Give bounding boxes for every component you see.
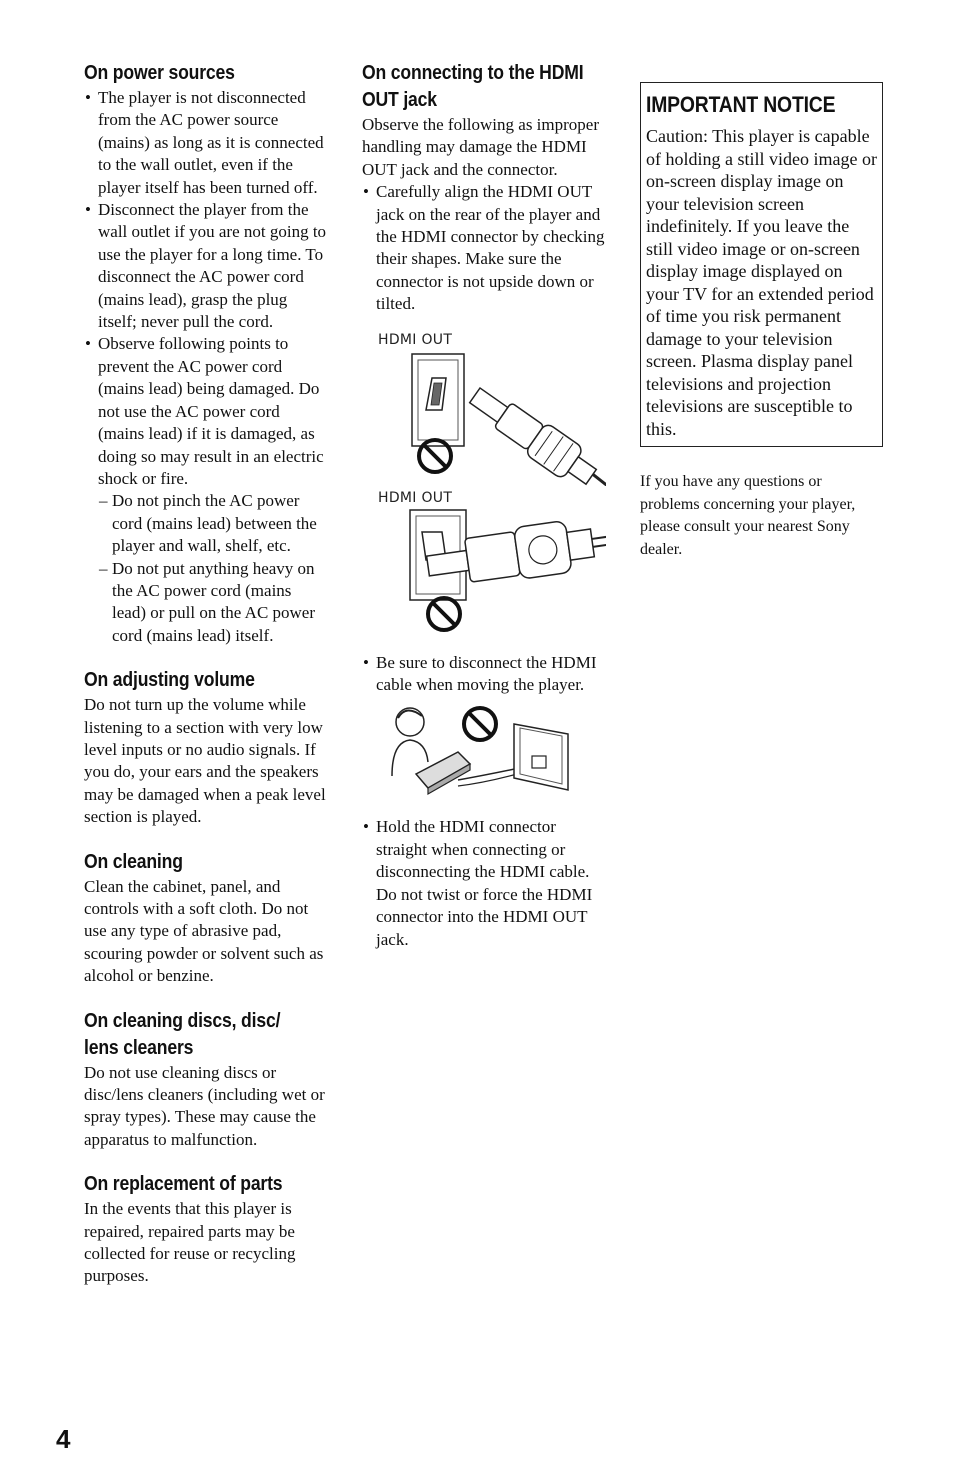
- hdmi-list-2: [362, 652, 606, 697]
- hdmi-heading-line1: On connecting to the HDMI: [362, 62, 584, 84]
- hdmi-list-1: [362, 181, 606, 315]
- hdmi-illustration-1: [362, 328, 606, 486]
- discs-text: Do not use cleaning discs or disc/lens cleaners (including wet or spray types). These may cause the apparatus to malfunction.: [84, 1062, 325, 1149]
- notice-text: Caution: This player is capable of holding a still video image or on-screen display image on your television screen indefinitely. If you leave the still video image or on-screen display image displayed on your TV for an extended period of time you risk permanent damage to your television screen. Plasma display panel televisions and projection televisions are susceptible to this.: [646, 126, 877, 439]
- middle-column: [362, 60, 606, 951]
- power-sources-list: [84, 87, 328, 647]
- volume-section: [84, 667, 328, 828]
- hdmi-bullet-straight: • Hold the HDMI connector straight when connecting or disconnecting the HDMI cable. Do not twist or force the HDMI connector into the HDMI OUT jack.: [362, 816, 606, 950]
- volume-heading: On adjusting volume: [84, 669, 255, 692]
- notice-title: IMPORTANT NOTICE: [646, 92, 836, 117]
- discs-heading-line2: lens cleaners: [84, 1036, 194, 1059]
- moving-player-figure: [362, 704, 606, 812]
- contact-dealer-text: If you have any questions or problems concerning your player, please consult your nearest Sony dealer.: [640, 473, 856, 558]
- hdmi-heading-line2: OUT jack: [362, 89, 437, 111]
- cleaning-text: Clean the cabinet, panel, and controls with a soft cloth. Do not use any type of abrasive pad, scouring powder or solvent such as alcohol or benzine.: [84, 876, 324, 986]
- cleaning-section: [84, 849, 328, 988]
- hdmi-intro: Observe the following as improper handling may damage the HDMI OUT jack and the connector.: [362, 115, 599, 179]
- power-bullet-1: • The player is not disconnected from the AC power source (mains) as long as it is connected to the wall outlet, even if the player itself has been turned off.: [84, 87, 328, 199]
- hdmi-figure-upside-down: [362, 328, 606, 486]
- fig2-label: HDMI OUT: [378, 489, 453, 506]
- hdmi-bullet-disconnect: • Be sure to disconnect the HDMI cable when moving the player.: [362, 652, 606, 697]
- volume-text: Do not turn up the volume while listening to a section with very low level inputs or no audio signals. If you do, your ears and the speakers may be damaged when a peak level section is played.: [84, 695, 326, 827]
- left-column: [84, 60, 328, 1308]
- page-number: 4: [56, 1424, 71, 1454]
- cleaning-heading: On cleaning: [84, 850, 183, 873]
- power-sources-heading: On power sources: [84, 62, 235, 84]
- hdmi-illustration-2: [362, 486, 606, 642]
- discs-heading-line1: On cleaning discs, disc/: [84, 1009, 281, 1032]
- parts-section: [84, 1171, 328, 1288]
- hdmi-figure-tilted: [362, 486, 606, 642]
- moving-player-illustration: [362, 704, 606, 812]
- power-dash-2: – Do not put anything heavy on the AC power cord (mains lead) or pull on the AC power cord (mains lead) itself.: [84, 558, 328, 648]
- hdmi-list-3: [362, 816, 606, 950]
- discs-section: [84, 1008, 328, 1152]
- parts-text: In the events that this player is repaired, repaired parts may be collected for reuse or recycling purposes.: [84, 1199, 296, 1286]
- power-bullet-2: • Disconnect the player from the wall outlet if you are not going to use the player for a long time. To disconnect the AC power cord (mains lead), grasp the plug itself; never pull the cord.: [84, 199, 328, 333]
- power-bullet-3: • Observe following points to prevent the AC power cord (mains lead) being damaged. Do not use the AC power cord (mains lead) if it is damaged, as doing so may result in an electric shock or fire.: [84, 333, 328, 490]
- power-dash-1: – Do not pinch the AC power cord (mains lead) between the player and wall, shelf, etc.: [84, 490, 328, 557]
- right-column: [640, 82, 884, 561]
- parts-heading: On replacement of parts: [84, 1173, 283, 1196]
- power-sources-section: [84, 60, 328, 647]
- fig1-label: HDMI OUT: [378, 331, 453, 348]
- hdmi-bullet-align: • Carefully align the HDMI OUT jack on the rear of the player and the HDMI connector by checking their shapes. Make sure the connector is not upside down or tilted.: [362, 181, 606, 315]
- important-notice-box: [640, 82, 883, 447]
